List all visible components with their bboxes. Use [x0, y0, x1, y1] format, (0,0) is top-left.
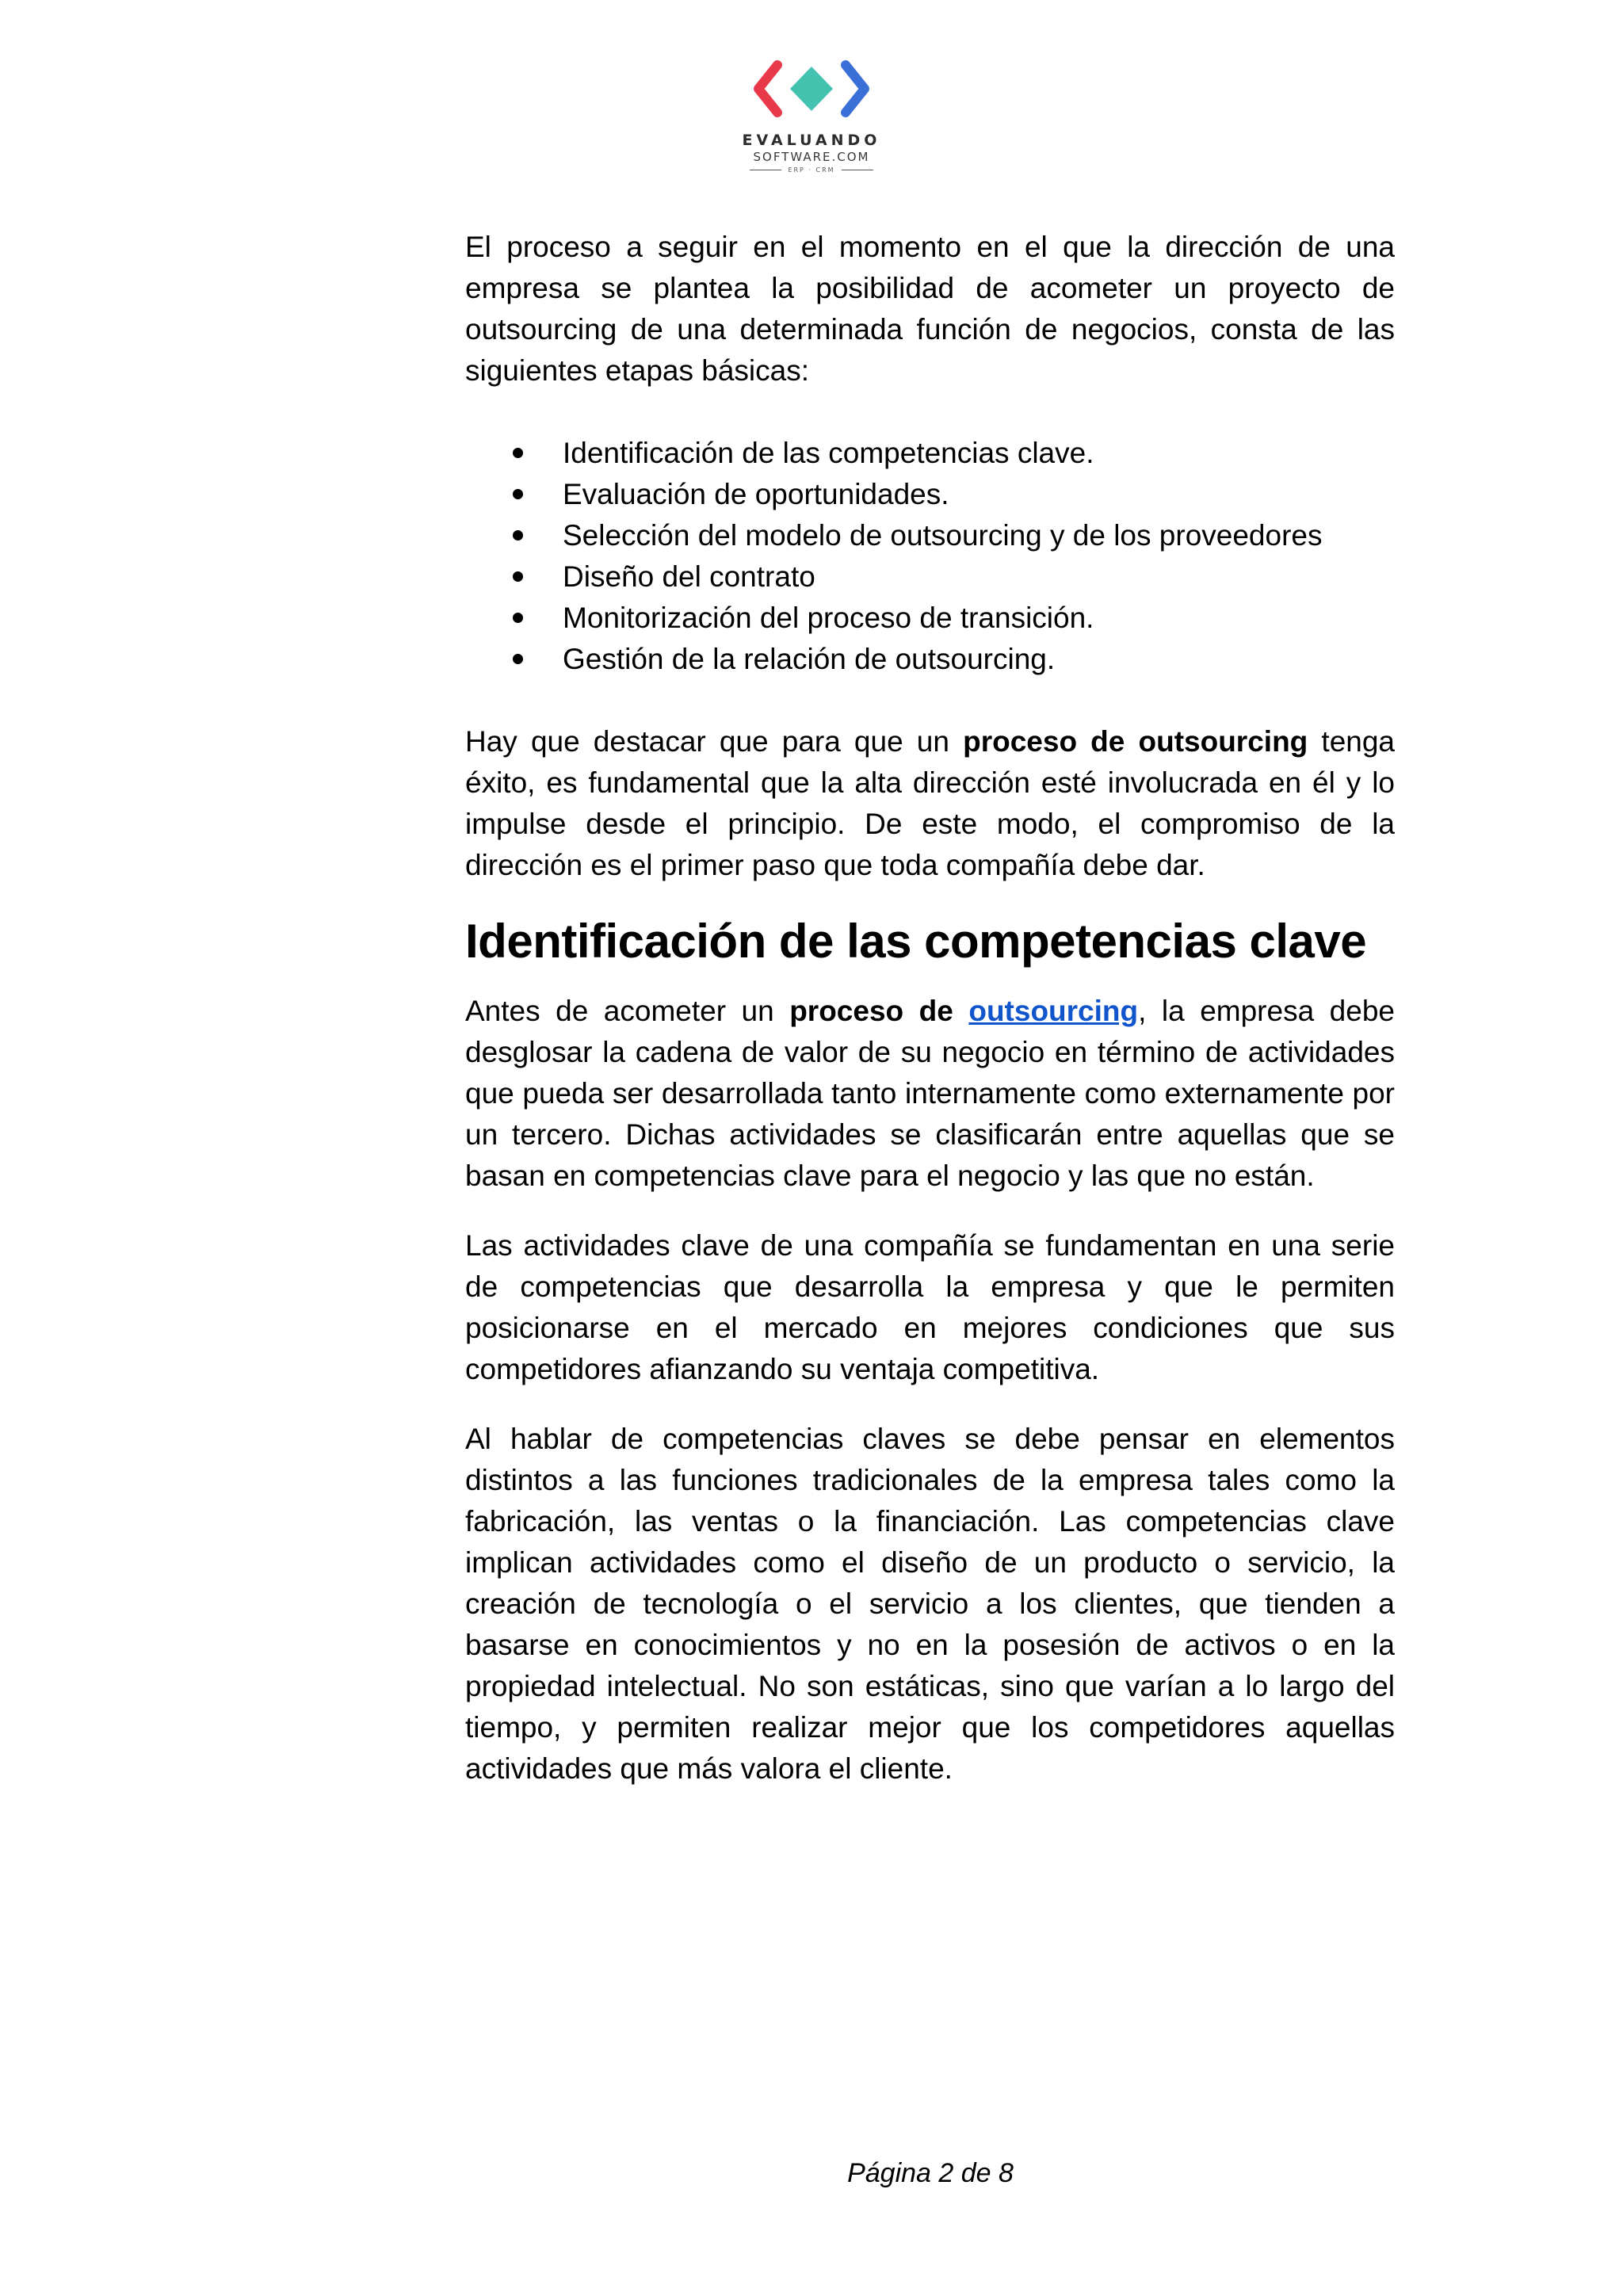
- page-number: Página 2 de 8: [847, 2158, 1014, 2188]
- logo-domain: SOFTWARE.COM: [753, 150, 870, 164]
- section-paragraph-2: Las actividades clave de una compañía se fundamentan en una serie de competencias que desarrolla la empresa y que le permiten posicionarse en el mercado en mejores condiciones que sus competidores afianzando su ventaja competitiva.: [465, 1229, 1395, 1385]
- highlight-paragraph: Hay que destacar que para que un proceso de outsourcing tenga éxito, es fundamental que la alta dirección esté involucrada en él y lo impulse desde el principio. De este modo, el compromiso de la dirección es el primer paso que toda compañía debe dar.: [465, 725, 1396, 881]
- outsourcing-link[interactable]: outsourcing: [968, 995, 1139, 1027]
- section-paragraph-3: Al hablar de competencias claves se debe pensar en elementos distintos a las funciones tradicionales de la empresa tales como la fabricación, las ventas o la financiación. Las competencias clave implican actividades como el diseño de un producto o servicio, la creación de tecnología o el servicio a los clientes, que tienden a basarse en conocimientos y no en la posesión de activos o en la propiedad intelectual. No son estáticas, sino que varían a lo largo del tiempo, y permiten realizar mejor que los competidores aquellas actividades que más valora el cliente.: [465, 1423, 1395, 1785]
- bullet-icon: [513, 613, 523, 623]
- logo-name: EVALUANDO: [742, 132, 881, 149]
- section-paragraph-1: Antes de acometer un proceso de outsourcing, la empresa debe desglosar la cadena de valor de su negocio en término de actividades que pueda ser desarrollada tanto internamente como externamente por un tercero. Dichas actividades se clasificarán entre aquellas que se basan en competencias clave para el negocio y las que no están.: [465, 995, 1395, 1192]
- list-item: Diseño del contrato: [465, 556, 1395, 598]
- document-body: [465, 227, 1395, 1790]
- bullet-icon: [513, 571, 523, 582]
- list-item: Evaluación de oportunidades.: [465, 474, 1395, 515]
- bold-phrase: proceso de: [789, 995, 953, 1027]
- list-item: Identificación de las competencias clave.: [465, 433, 1395, 474]
- logo-diamond-icon: [752, 57, 871, 120]
- bold-phrase: proceso de outsourcing: [963, 725, 1308, 758]
- logo-tagline: [716, 166, 907, 174]
- intro-paragraph: El proceso a seguir en el momento en el que la dirección de una empresa se plantea la posibilidad de acometer un proyecto de outsourcing de una determinada función de negocios, consta de las siguientes etapas básicas:: [465, 231, 1395, 387]
- company-logo: [716, 57, 907, 174]
- bullet-icon: [513, 489, 523, 499]
- list-item: Gestión de la relación de outsourcing.: [465, 639, 1395, 680]
- steps-list: [465, 433, 1395, 680]
- list-item: Selección del modelo de outsourcing y de los proveedores: [465, 515, 1395, 556]
- list-item: Monitorización del proceso de transición.: [465, 598, 1395, 639]
- logo-tagline-text: ERP · CRM: [788, 166, 835, 174]
- section-heading: Identificación de las competencias clave: [465, 915, 1367, 968]
- bullet-icon: [513, 448, 523, 458]
- bullet-icon: [513, 654, 523, 664]
- bullet-icon: [513, 530, 523, 541]
